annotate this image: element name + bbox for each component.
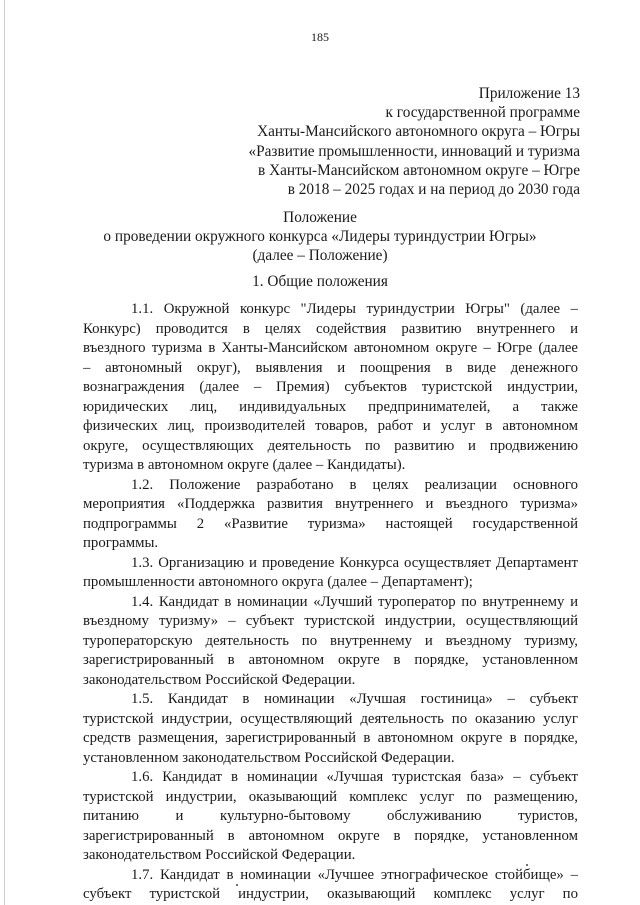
- paragraph-line: въездному туризму» – субъект туристской индустрии, осуществляющий: [83, 613, 578, 629]
- paragraph-line: подпрограммы 2 «Развитие туризма» настоящей государственной: [83, 515, 578, 532]
- appendix-line: в 2018 – 2025 годах и на период до 2030 года: [287, 181, 580, 199]
- paragraph: [83, 554, 578, 593]
- paragraph: [83, 593, 578, 691]
- document-title: [0, 208, 640, 265]
- paragraph-line: зарегистрированный в автономном округе в порядке, установленном: [83, 827, 578, 844]
- paragraph: [83, 476, 578, 554]
- paragraph-line: 1.2. Положение разработано в целях реализации основного: [131, 476, 578, 493]
- section-heading: 1. Общие положения: [252, 273, 388, 290]
- paragraph-line: физических лиц, производителей товаров, работ и услуг в автономном: [83, 418, 578, 434]
- title-line: (далее – Положение): [252, 247, 388, 264]
- paragraph-line: питанию и культурно-бытовому обслуживанию туристов,: [83, 808, 578, 824]
- paragraph-line: программы.: [83, 535, 159, 551]
- paragraph-line: туризма в автономном округе (далее – Кандидаты).: [83, 457, 406, 473]
- paragraph: [83, 690, 578, 768]
- appendix-line: Ханты-Мансийского автономного округа – Югры: [257, 123, 580, 141]
- paragraph-line: округе, осуществляющих деятельность по развитию и продвижению: [83, 437, 578, 454]
- paragraph: [83, 768, 578, 866]
- paragraph-line: промышленности автономного округа (далее – Департамент);: [83, 574, 473, 590]
- paragraph-line: Конкурс) проводится в целях содействия развитию внутреннего и: [83, 320, 578, 337]
- paragraph-line: законодательством Российской Федерации.: [83, 847, 356, 863]
- paragraph: [83, 866, 578, 905]
- paragraph: [83, 300, 578, 476]
- paragraph-line: 1.7. Кандидат в номинации «Лучшее этнографическое стойбище» –: [131, 866, 578, 883]
- paragraph-line: 1.4. Кандидат в номинации «Лучший туроператор по внутреннему и: [131, 593, 578, 610]
- paragraph-line: 1.1. Окружной конкурс "Лидеры туриндустрии Югры" (далее –: [131, 301, 578, 317]
- appendix-line: в Ханты-Мансийском автономном округе – Югре: [258, 161, 580, 179]
- paragraph-line: 1.3. Организацию и проведение Конкурса осуществляет Департамент: [131, 554, 578, 571]
- paragraph-line: зарегистрированный в автономном округе в порядке, установленном: [83, 652, 578, 668]
- page-number: 185: [311, 30, 329, 44]
- paragraph-line: установленном законодательством Российской Федерации.: [83, 749, 455, 766]
- appendix-line: к государственной программе: [385, 104, 580, 122]
- paragraph-line: туристской индустрии, оказывающий комплекс услуг по размещению,: [83, 788, 578, 805]
- title-line: Положение: [283, 209, 357, 226]
- paragraph-line: 1.5. Кандидат в номинации «Лучшая гостиница» – субъект: [131, 691, 578, 707]
- paragraph-line: туристской индустрии, осуществляющий деятельность по оказанию услуг: [83, 710, 578, 727]
- body-text: [83, 300, 578, 905]
- paragraph-line: средств размещения, зарегистрированный в автономном округе в порядке,: [83, 730, 578, 746]
- paragraph-line: мероприятия «Поддержка развития внутреннего и въездного туризма»: [83, 496, 578, 512]
- scan-mark: [526, 864, 528, 866]
- appendix-header: [160, 84, 580, 199]
- appendix-line: Приложение 13: [478, 85, 580, 102]
- paragraph-line: вознаграждения (далее – Премия) субъектов туристской индустрии,: [83, 379, 578, 395]
- paragraph-line: юридических лиц, индивидуальных предпринимателей, а также: [83, 398, 578, 415]
- paragraph-line: законодательством Российской Федерации.: [83, 671, 356, 688]
- paragraph-line: въездного туризма в Ханты-Мансийском автономном округе – Югре (далее: [83, 340, 578, 356]
- paragraph-line: – автономный округ), выявления и поощрения в виде денежного: [83, 359, 578, 376]
- title-line: о проведении окружного конкурса «Лидеры туриндустрии Югры»: [103, 228, 537, 245]
- scan-edge-line: [4, 0, 5, 905]
- paragraph-line: 1.6. Кандидат в номинации «Лучшая туристская база» – субъект: [131, 769, 578, 785]
- appendix-line: «Развитие промышленности, инноваций и туризма: [248, 142, 580, 160]
- paragraph-line: туроператорскую деятельность по внутреннему и въездному туризму,: [83, 632, 578, 649]
- scan-mark: [236, 884, 238, 886]
- paragraph-line: субъект туристской индустрии, оказывающий комплекс услуг по: [83, 886, 578, 902]
